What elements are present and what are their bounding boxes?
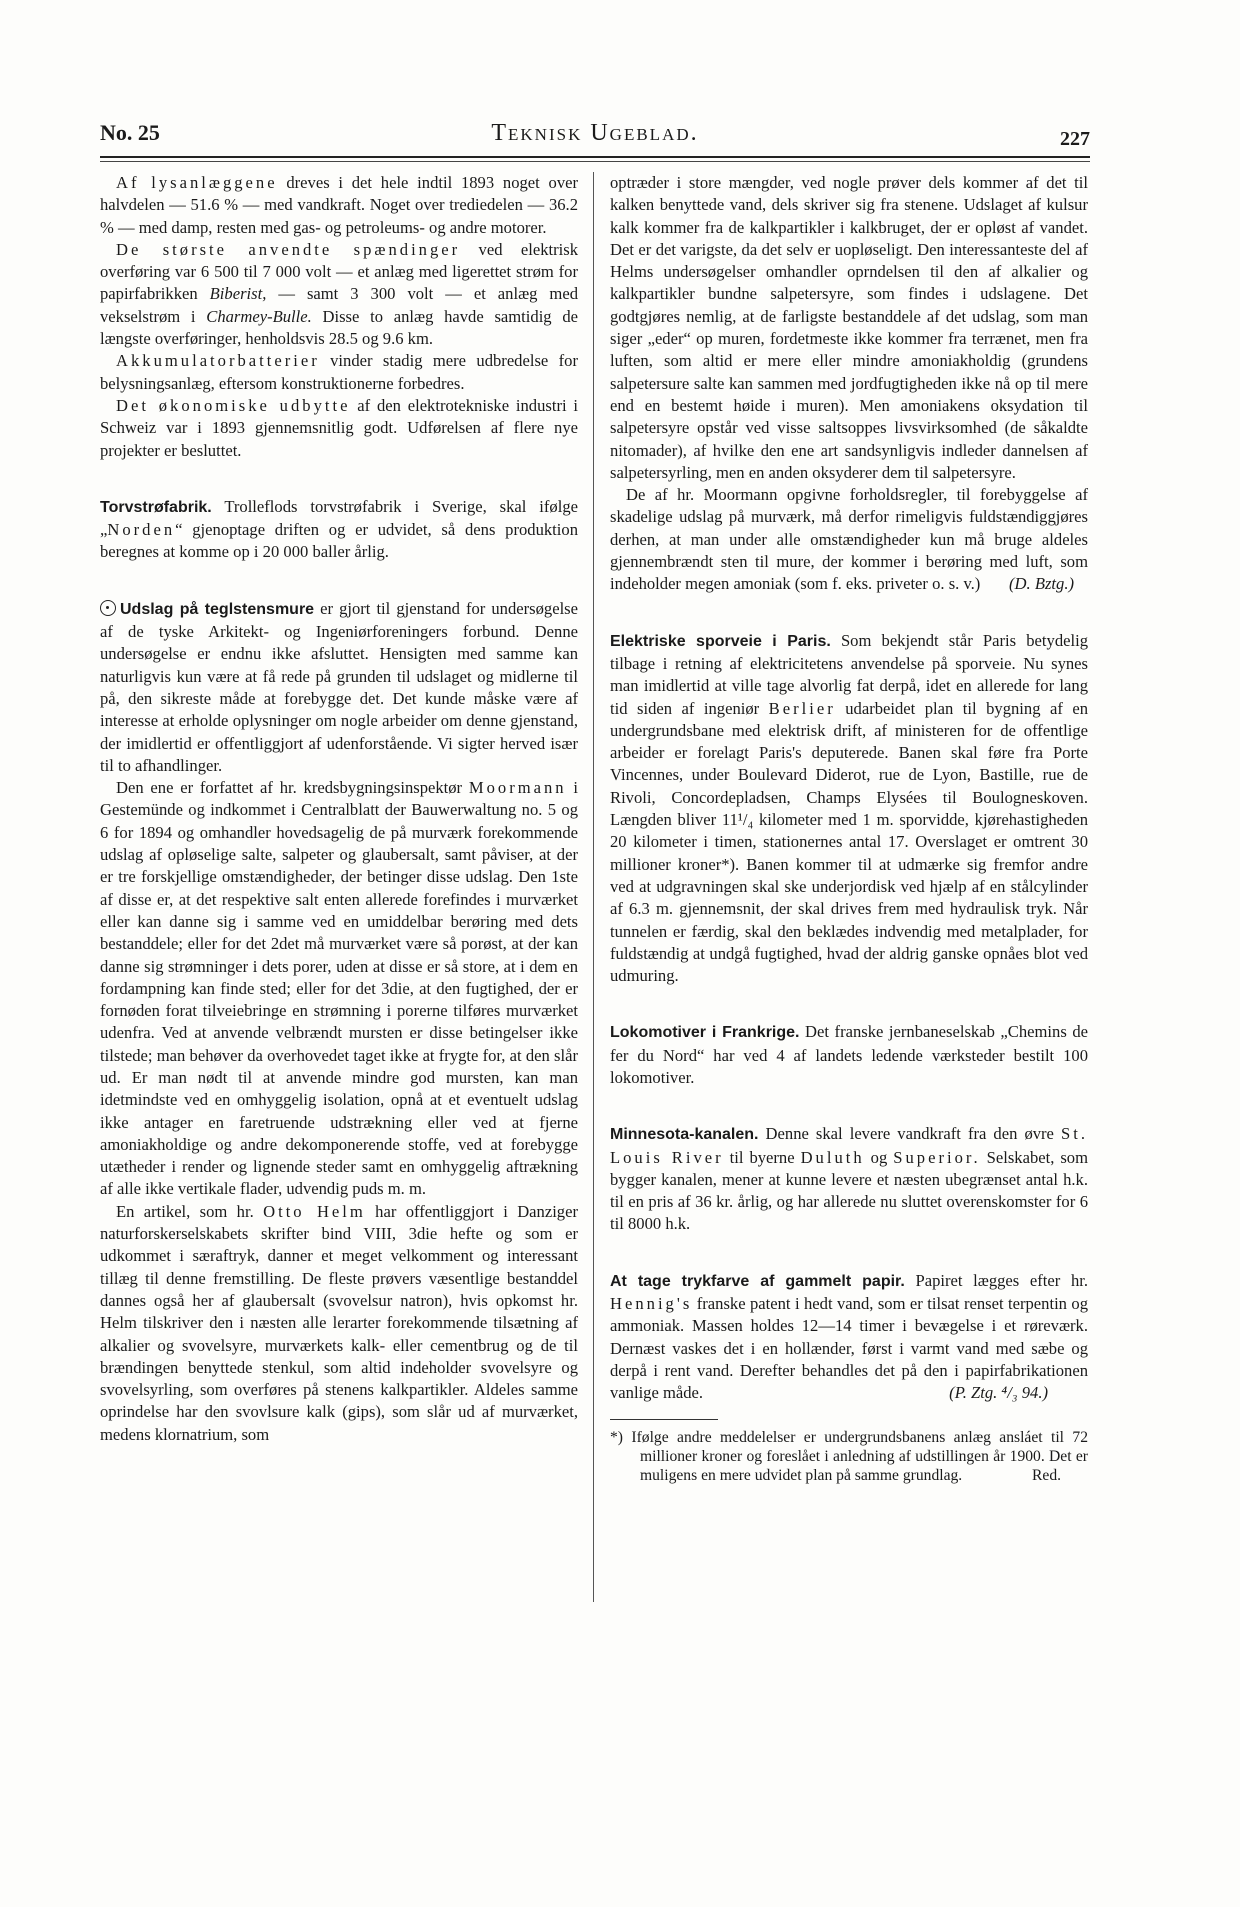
footnote-text: *) Ifølge andre meddelelser er undergrundsbanens anlæg ansláet til 72 millioner kroner og foreslået i anledning af udstillingen år 1900. Det er muligens en mere udvidet plan på samme grundlag. — [610, 1428, 1088, 1484]
person-name: Berlier — [768, 698, 836, 718]
paragraph-text: franske patent i hedt vand, som er tilsat renset terpentin og ammoniak. Massen holdes 12—14 timer i bevægelse i et røreværk. Dernæst vaskes det i en hollænder, først i varmt vand med sæbe og derpå i rent vand. Derefter behandles det på den i papirfabrikationen vanlige måde. — [610, 1294, 1088, 1403]
person-name: Hennig's — [610, 1294, 693, 1314]
footnote: *) Ifølge andre meddelelser er undergrundsbanens anlæg ansláet til 72 millioner kroner og foreslået i anledning af udstillingen år 1900. Det er muligens en mere udvidet plan på samme grundlag. Red. — [610, 1428, 1088, 1484]
paragraph-text: Det franske jernbaneselskab „Chemins de fer du Nord“ har ved 4 af landets ledende værksteder bestilt 100 lokomotiver. — [610, 1022, 1088, 1087]
paragraph-text: i Gestemünde og indkommet i Centralblatt der Bauwerwaltung no. 5 og 6 for 1894 og omhandler hovedsagelig de på murværk forekommende udslag af opløselige salte, salpeter og glaubersalt, samt påviser, at der er tre forskjellige omstændigheder, der betinger disse udslag. Den 1ste af disse er, at det respektive salt enten allerede forefindes i murværket eller kan danne sig i samme ved en umiddelbar berøring med dets bestanddele; eller for det 2det må murværket være så porøst, at der kan danne sig strømninger i dets porer, uden at disse er så store, at i dem en fordampning kan finde sted; eller for det 3die, at den fugtighed, der er fornøden forat tilveiebringe en strømning i porerne tilføres murværket udenfra. Ved at anvende velbrændt mursten er disse betingelser ikke tilstede; man behøver da overhovedet taget ikke at frygte for, at den slår ud. Er man nødt til at anvende mindre god mursten, kan man idetmindste ved en omhyggelig isolation, opnå at et eventuelt udslag ikke antager en faretruende udstrækning eller ved at fjerne amoniakholdige og andre dekomponerende stoffe, ved at forebygge utætheder i render og lignende steder samt en omhyggelig aftrækning af alle ikke vertikale flader, udvendig puds m. m. — [100, 778, 578, 1199]
source-citation: (D. Bztg.) — [1009, 574, 1074, 594]
paragraph-text: dreves i det hele indtil 1893 noget over halvdelen — 51.6 % — med vandkraft. Noget over trediedelen — 36.2 % — med damp, resten med gas- og petroleums- og andre motorer. — [100, 173, 579, 237]
paragraph-accumulators — [100, 350, 578, 395]
person-name: Otto Helm — [263, 1201, 366, 1221]
article-headline: Udslag på teglstensmure — [120, 600, 315, 618]
place-name: St. Louis River — [610, 1124, 1088, 1167]
lead-phrase: Af lysanlæggene — [116, 173, 278, 192]
paragraph-conclusion — [610, 484, 1088, 595]
paragraph-text: er gjort til gjenstand for undersøgelse af de tyske Arkitekt- og Ingeniørforeningers forbund. Denne undersøgelse er endnu ikke afsluttet. Hensigten med samme kan naturligvis kun være at få rede på grunden til udslaget og midlerne til på, den sikreste måde at forebygge det. Det kunde måske være af interesse at erholde oplysninger om nogle arbeider om denne gjenstand, der imidlertid er offentliggjort af udenforstående. Vi sigter herved især til to afhandlinger. — [100, 598, 578, 775]
right-column — [610, 172, 1088, 1485]
place-name: Biberist, — [209, 284, 267, 304]
left-column — [100, 172, 578, 1446]
paragraph-moormann — [100, 777, 578, 1201]
paragraph-text: Disse to anlæg havde samtidig de længste overføringer, henholdsvis 28.5 og 9.6 km. — [100, 306, 578, 349]
article-lokomotiver — [610, 1021, 1088, 1089]
lead-phrase: Akkumulatorbatterier — [116, 351, 320, 371]
paragraph-text: har offentliggjort i Danziger naturforskerselskabets skrifter bind VIII, 3die hefte og som er udkommet i særaftryk, danner et meget velkomment og interessant tillæg til denne fremstilling. De fleste prøvers væsentlige bestanddel dannes også her af glaubersalt (svovelsur natron), hvis opkomst hr. Helm tilskriver den i næsten alle lerarter forekommende tilsætning af alkalier og svovelsyre, murværkets kalk- eller cementbrug og de til brændingen benyttede stenkul, som altid indeholder svovelsyre og svovelsyrling, som overføres på stenens kalkpartikler. Aldeles samme oprindelse har den svovlsure kalk (gips), som slår ud af murværket, medens klornatrium, som — [100, 1201, 578, 1444]
paragraph-text: og — [864, 1147, 894, 1167]
article-torvstrofabrik — [100, 496, 578, 564]
footnote-rule — [610, 1419, 718, 1420]
article-paris — [610, 630, 1088, 988]
paragraph-text: ved elektrisk overføring var 6 500 til 7 000 volt — et anlæg med ligerettet strøm for papirfabrikken — [100, 239, 578, 304]
paragraph-text: vinder stadig mere udbredelse for belysningsanlæg, eftersom konstruktionerne forbedres. — [100, 351, 578, 393]
paragraph-text: — samt 3 300 volt — et anlæg med vekselstrøm i — [100, 284, 578, 326]
article-headline: Lokomotiver i Frankrige. — [610, 1024, 800, 1042]
paragraph-text: til byerne — [723, 1147, 801, 1167]
issue-number: No. 25 — [100, 120, 160, 145]
paragraph-text: Som bekjendt står Paris betydelig tilbage i retning af elektricitetens anvendelse på sporveie. Nu synes man imidlertid at ville tage alvorlig fat derpå, idet en allerede for lang tid siden af ingeniør — [610, 630, 1088, 718]
article-headline: Torvstrøfabrik. — [100, 498, 212, 516]
paragraph-continuation: optræder i store mængder, ved nogle prøver dels kommer af det til kalken benyttede vand, dels skriver sig fra stenene. Udslaget af kulsur kalk kommer fra de kalkpartikler i kalkbruget, der er opløst af vandet. Det er det varigste, da det selv er uopløseligt. Den interessanteste del af Helms undersøgelser omhandler oprndelsen til den af alkalier og kalkpartikler bundne salpetersyre, som findes i udslagene. Det godtgjøres nemlig, at de farligste bestanddele af det udslag, som man siger „eder“ op muren, fordetmeste ikke kommer fra terrænet, men fra luften, som altid er mere eller mindre amoniakholdig (grundens salpetersure salte kan sammen med jordfugtigheden ikke nå op til mere end en bestemt høide i muren). Men amoniakens oksydation til salpetersyre opstår ved visse saltsoppes livsvirksomhed (de såkaldte nitomader), af hvilke den ene art sandsynligvis indleder dannelsen af salpetersyrling, men en anden oksyderer dem til salpetersyre. — [610, 173, 1088, 482]
paragraph-text: De af hr. Moormann opgivne forholdsregler, til forebyggelse af skadelige udslag på murværk, må derfor rimeligvis fuldstændiggjøres derhen, at man under alle omstændigheder kun må bruge aldeles gjennembrændt sten til mure, der kommer i berøring med luft, som indeholder megen amoniak (som f. eks. priveter o. s. v.) — [610, 485, 1088, 594]
page-number: 227 — [1060, 128, 1090, 150]
paragraph-text: “ gjenoptage driften og er udvidet, så dens produktion beregnes at komme op i 20 000 baller årlig. — [100, 520, 578, 562]
source-name: Norden — [107, 520, 176, 540]
article-headline: Elektriske sporveie i Paris. — [610, 632, 831, 650]
place-name: Charmey-Bulle. — [206, 306, 312, 326]
paragraph-text: Trolleflods torvstrøfabrik i Sverige, skal ifølge „ — [100, 496, 578, 540]
paragraph-economic — [100, 395, 578, 462]
article-minnesota — [610, 1123, 1088, 1235]
header-rule — [100, 156, 1090, 158]
section-mark-icon — [100, 600, 116, 616]
paragraph-voltages — [100, 239, 578, 350]
publication-title: Teknisk Ugeblad. — [491, 120, 699, 146]
paragraph-text: udarbeidet plan til bygning af en undergrundsbane med elektrisk drift, af ministeren for de offentlige arbeider er forelagt Paris's deputerede. Banen skal føre fra Porte Vincennes, under Boulevard Diderot, rue de Lyon, Bastille, rue de Rivoli, Concordepladsen, Champs Elysées til Boulogneskoven. Længden bliver 11¹/₄ kilometer med 1 m. sporvidde, kjørehastigheden 20 kilometer i timen, stationernes antal 17. Overslaget er omtrent 30 millioner kroner*). Banen kommer til at udmærke sig fremfor andre ved at udgravningen skal ske underjordisk ved hjælp af en stålcylinder af 6.3 m. gjennemsnit, der skal drives frem med hydraulisk tryk. Når tunnelen er færdig, skal den beklædes indvendig med metalplader, for fuldstændig at undgå fugtighed, hvad der aldrig ganske opnåes blot ved udmuring. — [610, 698, 1089, 986]
paragraph-helm — [100, 1201, 578, 1446]
place-name: Duluth — [800, 1147, 865, 1167]
paragraph-lighting — [100, 172, 578, 239]
article-headline: At tage trykfarve af gammelt papir. — [610, 1272, 905, 1290]
article-udslag — [100, 598, 578, 777]
column-divider — [593, 172, 594, 1602]
paragraph-text: Den ene er forfattet af hr. kredsbygningsinspektør — [116, 778, 469, 798]
lead-phrase: Det økonomiske udbytte — [116, 395, 351, 415]
article-headline: Minnesota-kanalen. — [610, 1126, 759, 1144]
lead-phrase: De største anvendte spændinger — [116, 239, 461, 259]
header-rule-thin — [100, 161, 1090, 162]
paragraph-text: Papiret lægges efter hr. — [904, 1270, 1089, 1290]
place-name: Superior. — [893, 1147, 981, 1167]
paragraph-text: Denne skal levere vandkraft fra den øvre — [758, 1124, 1061, 1144]
article-trykfarve — [610, 1270, 1088, 1405]
paragraph-text: Selskabet, som bygger kanalen, mener at kunne levere et næsten ubegrænset antal h.k. til en pris af 36 kr. årlig, og har allerede nu sluttet overenskomster for 6 til 8000 h.k. — [610, 1147, 1089, 1234]
paragraph-text: af den elektrotekniske industri i Schweiz var i 1893 gjennemsnitlig godt. Udførelsen af flere nye projekter er besluttet. — [100, 395, 579, 460]
source-citation: (P. Ztg. ⁴/₃ 94.) — [949, 1383, 1048, 1403]
paragraph-text: En artikel, som hr. — [116, 1201, 264, 1221]
person-name: Moormann — [468, 778, 567, 798]
page-header — [100, 120, 1090, 150]
